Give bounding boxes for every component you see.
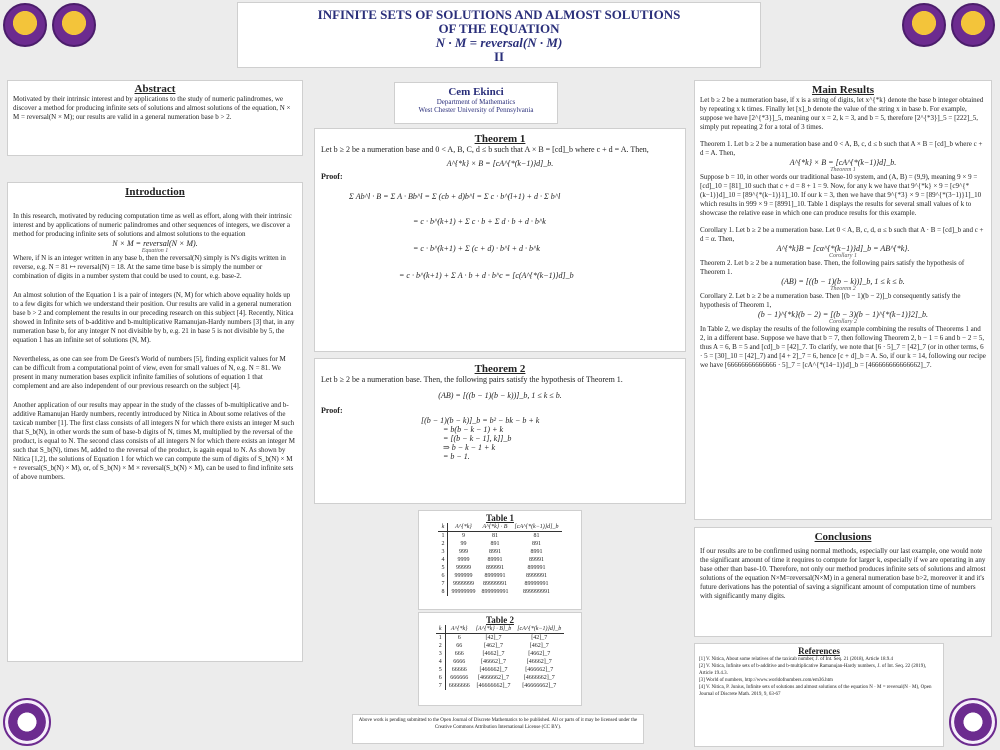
- main-corollary-2-caption: Corollary 2: [829, 319, 857, 325]
- table-1-panel: [418, 510, 582, 610]
- abstract-text: Motivated by their intrinsic interest and by applications to the study of numeric palindromes, we discover a method for producing infinite sets of solutions and almost solutions of the equation, N × M = reversal(N × M); our results are valid in a general numeration base b > 2.: [13, 95, 291, 121]
- table-cell: 5: [438, 564, 448, 572]
- reference-item: [3] World of numbers, http://www.worldofnumbers.com/em36.htm: [699, 678, 833, 683]
- ram-logo-right-2: [951, 3, 995, 47]
- intro-paragraph-2: Where, if N is an integer written in any base b, then the reversal(N) simply is N's digits written in reverse, e.g. N = 81 ↦ reversal(N) = 18. At the same time base b is simply the number or combination of digits in a number system that could be used to count, e.g. base-2.: [13, 254, 286, 280]
- table-cell: 899991: [527, 565, 546, 571]
- table-cell: 6: [438, 572, 448, 580]
- theorem-2-proof-label: Proof:: [321, 406, 343, 415]
- table-row: [438, 588, 561, 596]
- table-cell: 666666: [450, 675, 469, 681]
- table-cell: 891: [490, 541, 500, 547]
- main-corollary-1-caption: Corollary 1: [829, 253, 857, 259]
- footer-note: [352, 714, 644, 744]
- title-banner: [237, 2, 761, 68]
- theorem-1-panel: [314, 128, 686, 352]
- table-cell: 66666: [451, 667, 467, 673]
- table-cell: 8991: [488, 549, 501, 555]
- theorem-2-proof-line-3: = [(b − k − 1], k]]_b: [443, 434, 512, 443]
- table-row: [436, 666, 565, 674]
- main-corollary-1: Corollary 1. Let b ≥ 2 be a numeration base. Let 0 < A, B, c, d, α ≤ b such that A · B = [cd]_b and c + d = α. Then,: [700, 226, 984, 243]
- main-theorem-1-equation: A^{*k} × B = [cA^{*(k−1)}d]_b.: [789, 158, 897, 167]
- table-row: [438, 580, 561, 588]
- equation-1-caption: Equation 1: [141, 248, 169, 254]
- table-cell: 4: [436, 658, 446, 666]
- main-theorem-2: Theorem 2. Let b ≥ 2 be a numeration base. Then, the following pairs satisfy the hypothesis of Theorem 1.: [700, 259, 965, 276]
- introduction-panel: [7, 182, 303, 662]
- table-row: [438, 556, 561, 564]
- theorem-2-proof-line-4: ⇒ b − k − 1 + k: [443, 443, 495, 452]
- ram-logo-left-1: [3, 3, 47, 47]
- abstract-panel: [7, 80, 303, 156]
- table-cell: 2: [436, 642, 446, 650]
- table-row: [438, 548, 561, 556]
- university-seal-bottom-right: [949, 698, 997, 746]
- conclusions-title: Conclusions: [814, 531, 872, 543]
- references-panel: [694, 643, 944, 747]
- table-cell: [46666662]_7: [522, 683, 557, 689]
- theorem-1-statement: Let b ≥ 2 be a numeration base and 0 < A, B, C, d ≤ b such that A × B = [cd]_b where c + d = A. Then,: [321, 145, 649, 154]
- theorem-2-formula: (AB) = [((b − 1)(b − k))]_b, 1 ≤ k ≤ b.: [438, 391, 562, 400]
- table-row: [436, 650, 565, 658]
- university-seal-bottom-left: [3, 698, 51, 746]
- table-row: [436, 658, 565, 666]
- table-1-header: [cA^{*(k−1)}d]_b: [511, 523, 561, 532]
- title-line-2: OF THE EQUATION: [438, 21, 560, 36]
- table-cell: [4666662]_7: [477, 675, 509, 681]
- theorem-2-title: Theorem 2: [474, 363, 526, 375]
- table-cell: [462]_7: [483, 643, 503, 649]
- theorem-1-proof-line-1: Σ Ab^l · B = Σ A · Bb^l = Σ (cb + d)b^l = Σ c · b^(l+1) + d · Σ b^l: [349, 192, 561, 201]
- table-cell: 8999991: [525, 573, 547, 579]
- table-cell: 89999991: [482, 581, 507, 587]
- table-cell: 899991: [485, 565, 504, 571]
- theorem-1-proof-line-3: = c · b^(k+1) + Σ (c + d) · b^l + d · b^k: [413, 244, 540, 253]
- table-cell: 99: [460, 541, 467, 547]
- table-2: [436, 625, 565, 690]
- table-cell: 99999: [455, 565, 471, 571]
- table-cell: 3: [438, 548, 448, 556]
- table-cell: 5: [436, 666, 446, 674]
- table-cell: [46662]_7: [480, 659, 506, 665]
- main-theorem-1-discussion: Suppose b = 10, in other words our traditional base-10 system, and (A, B) = (9,9), meaning 9 × 9 = [cd]_10 = [81]_10 such that c + d = 8 + 1 = 9. Now, for any k we have that 9^{*k} × 9 = [c9^{*(k−1)}d]_10 = [89^{*(k−1)}1]_10. If our k = 3, then we have that 9^{*3} × 9 = [89^{*(3−1)}1]_10 which results in 999 × 9 = [8991]_10. Table 1 displays the results for several small values of k to showcase the relative ease in which one can produce results for this example.: [700, 173, 982, 217]
- table-cell: 999: [458, 549, 468, 555]
- table-cell: 4: [438, 556, 448, 564]
- table-2-header: A^{*k}: [445, 625, 473, 634]
- intro-paragraph-4: Nevertheless, as one can see from De Geest's World of numbers [5], finding explicit values for M can be difficult from a computational point of view, even for small values of N, e.g. N = 81. We present in many numeration bases explicit infinite families of solutions of equation 1 that complement and are also independent of our previous research on the subject [4].: [13, 355, 286, 390]
- author-department: Department of Mathematics: [436, 98, 516, 106]
- equation-1: N × M = reversal(N × M).: [112, 239, 198, 248]
- table-1-header: A^{*k} · B: [478, 523, 511, 532]
- table-cell: 2: [438, 540, 448, 548]
- reference-item: [2] V. Nitica, Infinite sets of b-additive and b-multiplicative Ramanujan-Hardy numbers, J. of Int. Seq. 22 (2019), Article 19.4.3.: [699, 664, 927, 676]
- ram-logo-right-1: [902, 3, 946, 47]
- table-cell: 891: [531, 541, 541, 547]
- title-line-3: N · M = reversal(N · M): [435, 35, 563, 50]
- table-cell: [46662]_7: [526, 659, 552, 665]
- author-name: Cem Ekinci: [448, 86, 504, 98]
- theorem-2-statement: Let b ≥ 2 be a numeration base. Then, the following pairs satisfy the hypothesis of Theorem 1.: [321, 375, 623, 384]
- table-cell: [4666662]_7: [523, 675, 555, 681]
- table-cell: 1: [438, 532, 448, 541]
- table-cell: 89999991: [524, 581, 549, 587]
- table-row: [436, 634, 565, 643]
- table-cell: [42]_7: [531, 635, 548, 641]
- table-cell: 81: [491, 533, 498, 539]
- table-cell: 8: [438, 588, 448, 596]
- table-2-header: [A^{*k} · B]_b: [473, 625, 515, 634]
- table-row: [438, 540, 561, 548]
- main-theorem-1-caption: Theorem 1: [830, 167, 856, 173]
- intro-paragraph-1: In this research, motivated by reducing computation time as well as effort, along with their intrinsic interest and by applications of numeric palindromes and other sequences of integers, we discover a method for producing infinite sets of solutions and almost solutions to the equation: [13, 212, 292, 238]
- references-title: References: [798, 646, 840, 656]
- title-line-1: INFINITE SETS OF SOLUTIONS AND ALMOST SOLUTIONS: [317, 7, 681, 22]
- main-theorem-2-caption: Theorem 2: [830, 286, 856, 292]
- main-corollary-2: Corollary 2. Let b ≥ 2 be a numeration base. Then [(b − 1)(b − 2)]_b consequently satisfy the hypothesis of Theorem 1,: [700, 292, 961, 309]
- theorem-1-proof-label: Proof:: [321, 172, 343, 181]
- theorem-1-formula: A^{*k} × B = [cA^{*(k−1)}d]_b.: [446, 159, 554, 168]
- theorem-1-proof-line-2: = c · b^(k+1) + Σ c · b + Σ d · b + d · b^k: [413, 217, 546, 226]
- table-cell: 999999: [454, 573, 473, 579]
- table-1: [438, 523, 561, 596]
- table-row: [436, 642, 565, 650]
- table-cell: 899999991: [522, 589, 550, 595]
- table-cell: 899999991: [481, 589, 509, 595]
- table-2-title: Table 2: [486, 615, 514, 625]
- table-cell: 7: [436, 682, 446, 690]
- main-results-panel: [694, 80, 992, 520]
- conclusions-text: If our results are to be confirmed using normal methods, especially our last example, one would note the significant amount of time it requires to compute for larger k, especially if we are operating in any base other than base-10. Therefore, not only our method produces infinite sets of solutions and almost solutions of the equation N×M=reversal(N×M) in a general numeration base b>2, moreover it and it's future derivations has the potential of saving a significant amount of computation time of numbers with significantly many digits.: [700, 547, 986, 600]
- table-2-panel: [418, 612, 582, 706]
- table-cell: 3: [436, 650, 446, 658]
- table-cell: 6666: [453, 659, 466, 665]
- table-cell: 6666666: [448, 683, 470, 689]
- table-cell: 8999991: [484, 573, 506, 579]
- theorem-2-proof-line-2: = b(b − k − 1) + k: [443, 425, 504, 434]
- table-cell: [466662]_7: [479, 667, 508, 673]
- reference-item: [1] V. Nitica, About some relatives of the taxicab number, J. of Int. Seq. 21 (2018), Article 18.9.4: [699, 657, 894, 662]
- footer-note-text: Above work is pending submitted to the Open Journal of Discrete Mathematics to be published. All or parts of it may be licensed under the Creative Commons Attribution International License (CC BY).: [358, 718, 638, 730]
- reference-item: [4] V. Nitica, P. Junius, Infinite sets of solutions and almost solutions of the equation N · M = reversal(N · M), Open Journal of Discrete Math. 2019, 9, 63-67: [699, 685, 932, 697]
- table-cell: [4662]_7: [528, 651, 551, 657]
- table-cell: [4662]_7: [482, 651, 505, 657]
- table-cell: 9999999: [452, 581, 474, 587]
- table-1-title: Table 1: [486, 513, 514, 523]
- main-results-title: Main Results: [811, 84, 875, 96]
- theorem-2-panel: [314, 358, 686, 504]
- table-row: [438, 572, 561, 580]
- theorem-1-title: Theorem 1: [474, 133, 526, 145]
- conclusions-panel: [694, 527, 992, 637]
- table-row: [436, 674, 565, 682]
- table-row: [438, 564, 561, 572]
- theorem-2-proof-line-1: [(b − 1)(b − k)]_b = b² − bk − b + k: [421, 416, 540, 425]
- ram-logo-left-2: [52, 3, 96, 47]
- abstract-title: Abstract: [134, 83, 176, 95]
- table-cell: [466662]_7: [525, 667, 554, 673]
- introduction-title: Introduction: [125, 186, 185, 198]
- table-cell: 6: [436, 674, 446, 682]
- theorem-1-proof-line-4: = c · b^(k+1) + Σ A · b + d · b^c = [c(A^{*(k−1)}d]_b: [399, 271, 574, 280]
- table-cell: 99999999: [451, 589, 476, 595]
- table-row: [436, 682, 565, 690]
- theorem-2-proof-line-5: = b − 1.: [443, 452, 470, 461]
- table-2-header: k: [436, 625, 446, 634]
- title-line-4: II: [493, 49, 505, 64]
- table-cell: 89991: [528, 557, 544, 563]
- main-theorem-2-equation: (AB) = [((b − 1)(b − k))]_b, 1 ≤ k ≤ b.: [781, 277, 905, 286]
- table-cell: 66: [456, 643, 463, 649]
- main-corollary-2-equation: (b − 1)^{*k}(b − 2) = [(b − 3)(b − 1)^{*(k−1)}2]_b.: [758, 310, 928, 319]
- table-cell: 666: [454, 651, 464, 657]
- intro-paragraph-5: Another application of our results may appear in the study of the classes of b-multiplicative and b-additive Ramanujan Hardy numbers, recently introduced by Nitica in About some relatives of the taxicab number [1]. The first class consists of all integers N for which there exists an integer M such that S_b(N), in other words the sum of base-b digits of N, times M, multiplied by the reversal of the product, is equal to N. The second class consists of all integers N for which there exists an integer M such that S_b(N), times M, added to the reversal of the product, is again equal to N. As shown by Nitica [1,2], the solutions of Equation 1 for which we can compute the sum of digits of S_b(N) × M + reversal(S_b(N) × M), or, of S_b(N) × M × reversal(S_b(N) × M), can be used to find infinite sets of above numbers.: [13, 401, 295, 481]
- table-cell: [42]_7: [485, 635, 502, 641]
- table-cell: 81: [533, 533, 540, 539]
- author-panel: [394, 82, 558, 124]
- table-cell: 7: [438, 580, 448, 588]
- main-corollary-1-equation: A^{*k}B = [cα^{*(k−1)}d]_b = AB^{*k}.: [776, 244, 910, 253]
- author-university: West Chester University of Pennsylvania: [418, 106, 534, 114]
- table-cell: 1: [436, 634, 446, 643]
- table-2-header: [cA^{*(k−1)}d]_b: [514, 625, 564, 634]
- main-results-closing: In Table 2, we display the results of the following example combining the results of Theorems 1 and 2, in a different base. Suppose we have that b = 7, then following Theorem 2, b − 1 = 6 and b − 2 = 5, thus A = 6, B = 5 and [cd]_b = [42]_7. To clarify, we note that [6 · 5]_7 = [42]_7 (or in other terms, 6 · 5 = [30]_10 = [42]_7) and [4 + 2]_7 = 6, hence [c + d]_b = A. So, if our k = 14, following our recipe we have [66666666666666 · 5]_7 = [cA^{*(14−1)}d]_b = [466666666666662]_7.: [700, 325, 986, 369]
- main-results-intro: Let b ≥ 2 be a numeration base, if x is a string of digits, let x^{*k} denote the base b integer obtained by repeating x k times. Finally let [x]_b denote the value of the string x in base b. For example, suppose we have [2^{*3}]_5, meaning our x = 2, k = 3, and b = 5, therefore [2^{*3}]_5 = [222]_5, simply put repeating 2 for a total of 3 times.: [700, 96, 984, 131]
- intro-paragraph-3: An almost solution of the Equation 1 is a pair of integers (N, M) for which above equality holds up to a few digits for which we understand their position. Our results are valid in a general numeration base b > 2 and complement the results in our preceding research on this subject [4]. Recently, Nitica showed in Infinite sets of b-additive and b-multiplicative Ramanujan-Hardy numbers [3] that, in any numeration base b, for any integer N not divisible by b, e.g. 21 in base 5 is not divisible by 5, the equation 1 has an infinite set of solutions (N, M).: [13, 291, 295, 344]
- table-cell: 6: [457, 635, 461, 641]
- table-row: [438, 532, 561, 541]
- table-1-header: A^{*k}: [448, 523, 479, 532]
- table-cell: 89991: [487, 557, 503, 563]
- main-theorem-1: Theorem 1. Let b ≥ 2 be a numeration base and 0 < A, B, c, d ≤ b such that A × B = [cd]_b where c + d = A. Then,: [700, 140, 983, 157]
- table-cell: [46666662]_7: [476, 683, 511, 689]
- table-cell: 9: [461, 533, 465, 539]
- table-cell: 8991: [530, 549, 543, 555]
- table-1-header: k: [438, 523, 448, 532]
- table-cell: 9999: [457, 557, 470, 563]
- table-cell: [462]_7: [529, 643, 549, 649]
